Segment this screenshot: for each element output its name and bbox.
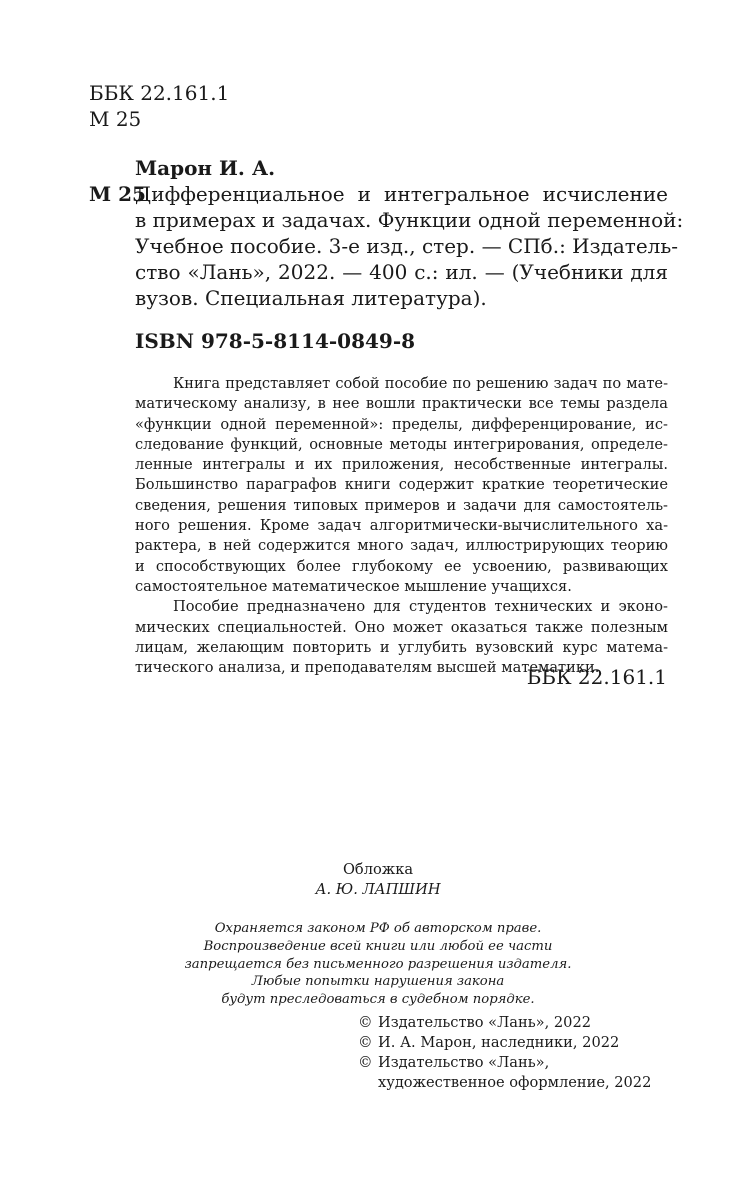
legal-line: Охраняется законом РФ об авторском праве. bbox=[214, 921, 542, 936]
cover-designer: А. Ю. ЛАПШИН bbox=[315, 881, 441, 898]
cover-credit bbox=[0, 860, 756, 900]
copyright-symbol: © bbox=[358, 1034, 373, 1051]
annotation-line: следование функций, основные методы интегрирования, определе- bbox=[135, 435, 668, 453]
annotation-line: ного решения. Кроме задач алгоритмически-вычислительного ха- bbox=[135, 517, 668, 535]
legal-line: Воспроизведение всей книги или любой ее части bbox=[203, 938, 553, 954]
annotation-line: и способствующих более глубокому ее усвоению, развивающих bbox=[135, 557, 668, 575]
annotation-line: тического анализа, и преподавателям высшей математики. bbox=[135, 659, 600, 677]
bibliographic-description bbox=[135, 181, 684, 311]
annotation-line: Пособие предназначено для студентов технических и эконо- bbox=[173, 598, 668, 616]
annotation-line: сведения, решения типовых примеров и задачи для самостоятель- bbox=[135, 496, 668, 514]
copyright-text: И. А. Марон, наследники, 2022 bbox=[378, 1034, 620, 1051]
copyright-block bbox=[358, 1013, 651, 1093]
copyright-text: Издательство «Лань», 2022 bbox=[378, 1014, 592, 1031]
author-name: Марон И. А. bbox=[135, 156, 276, 180]
annotation-line: лицам, желающим повторить и углубить вузовский курс матема- bbox=[135, 638, 668, 656]
bbk-code-bottom: ББК 22.161.1 bbox=[526, 665, 667, 689]
copyright-continuation: художественное оформление, 2022 bbox=[378, 1074, 652, 1091]
author-mark-inline: М 25 bbox=[89, 182, 146, 206]
annotation-line: ленные интегралы и их приложения, несобственные интегралы. bbox=[135, 456, 668, 474]
copyright-symbol: © bbox=[358, 1054, 373, 1071]
legal-line: Любые попытки нарушения закона bbox=[251, 974, 505, 990]
legal-line: будут преследоваться в судебном порядке. bbox=[221, 992, 535, 1008]
author-mark: М 25 bbox=[89, 107, 142, 131]
legal-notice bbox=[0, 920, 756, 1009]
copyright-entry bbox=[358, 1033, 651, 1053]
cover-label: Обложка bbox=[342, 861, 414, 878]
annotation-line: «функции одной переменной»: пределы, дифференцирование, ис- bbox=[135, 415, 668, 433]
isbn: ISBN 978-5-8114-0849-8 bbox=[135, 329, 416, 353]
description-line: ство «Лань», 2022. — 400 с.: ил. — (Учебники для bbox=[135, 260, 668, 284]
copyright-entry bbox=[358, 1053, 651, 1073]
copyright-text: Издательство «Лань», bbox=[378, 1054, 550, 1071]
description-line: Дифференциальное и интегральное исчисление bbox=[135, 182, 668, 206]
annotation-line: самостоятельное математическое мышление учащихся. bbox=[135, 577, 572, 595]
legal-line: запрещается без письменного разрешения издателя. bbox=[184, 956, 572, 972]
annotation-line: Большинство параграфов книги содержит краткие теоретические bbox=[135, 476, 668, 494]
description-line: вузов. Специальная литература). bbox=[135, 286, 487, 310]
annotation bbox=[135, 374, 668, 678]
bbk-code: ББК 22.161.1 bbox=[89, 81, 230, 105]
annotation-line: Книга представляет собой пособие по решению задач по мате- bbox=[173, 375, 668, 392]
copyright-symbol: © bbox=[358, 1014, 373, 1031]
header-block bbox=[89, 80, 229, 132]
annotation-line: мических специальностей. Оно может оказаться также полезным bbox=[135, 618, 668, 636]
description-line: в примерах и задачах. Функции одной переменной: bbox=[135, 208, 684, 232]
copyright-entry bbox=[358, 1013, 651, 1033]
description-line: Учебное пособие. 3-е изд., стер. — СПб.: Издатель- bbox=[135, 234, 679, 258]
annotation-line: матическому анализу, в нее вошли практически все темы раздела bbox=[135, 395, 668, 413]
annotation-line: рактера, в ней содержится много задач, иллюстрирующих теорию bbox=[135, 537, 668, 555]
